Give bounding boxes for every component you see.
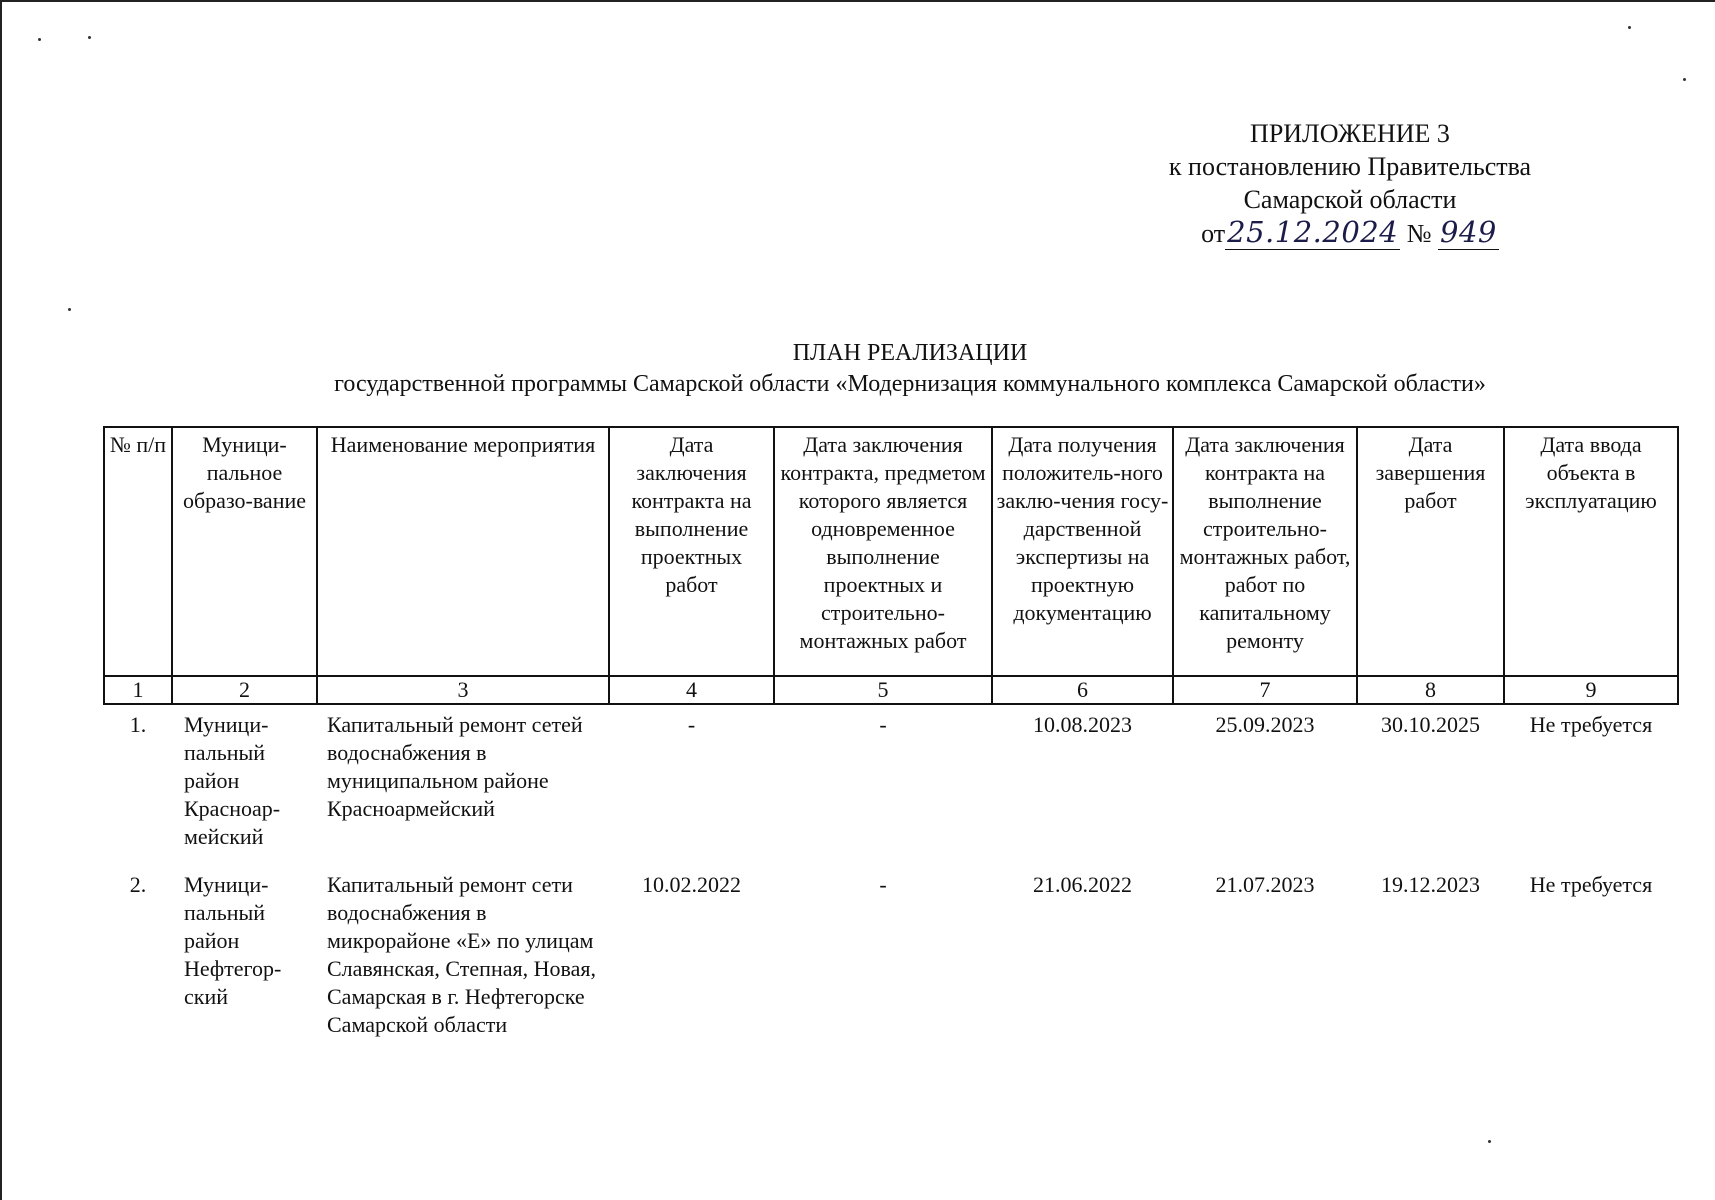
number-label: № [1406,219,1432,248]
row-commissioning-date: Не требуется [1529,872,1653,897]
scan-speck [38,38,41,41]
header-design-contract-date: Дата заключения контракта на выполнение проектных работ [609,427,774,676]
row-construction-contract-date: 25.09.2023 [1215,712,1315,737]
header-number: № п/п [104,427,172,676]
column-number: 6 [992,676,1173,704]
row-design-contract-date: 10.02.2022 [642,872,741,897]
scan-border-top [0,0,1715,2]
row-number: 2. [129,872,147,897]
scan-speck [1683,78,1686,81]
header-expertise-date: Дата получения положитель-ного заклю-чения госу-дарственной экспертизы на проектную документацию [992,427,1173,676]
handwritten-number: 949 [1440,215,1497,249]
column-number: 8 [1357,676,1504,704]
appendix-line-resolution: к постановлению Правительства [1168,152,1532,181]
column-number: 9 [1504,676,1678,704]
plan-table [103,426,1679,1053]
row-municipality: Муници-пальный район Красноар-мейский [184,712,281,849]
appendix-title: ПРИЛОЖЕНИЕ 3 [1250,119,1450,148]
header-combined-contract-date: Дата заключения контракта, предметом которого является одновременное выполнение проектных и строительно-монтажных работ [774,427,992,676]
column-number: 7 [1173,676,1357,704]
appendix-block [1140,117,1560,250]
table-header-row [104,427,1678,676]
row-combined-contract-date: - [879,712,887,737]
row-expertise-date: 21.06.2022 [1033,872,1132,897]
column-number: 4 [609,676,774,704]
scan-speck [1488,1140,1491,1143]
scan-speck [68,308,71,311]
table-row [104,704,1678,865]
column-number: 2 [172,676,317,704]
column-number: 3 [317,676,609,704]
row-construction-contract-date: 21.07.2023 [1215,872,1315,897]
header-commissioning-date: Дата ввода объекта в эксплуатацию [1504,427,1678,676]
column-number: 1 [104,676,172,704]
row-combined-contract-date: - [879,872,887,897]
row-activity-name: Капитальный ремонт сети водоснабжения в микрорайоне «Е» по улицам Славянская, Степная, Новая, Самарская в г. Нефтегорске Самарской области [327,872,596,1037]
row-design-contract-date: - [687,712,696,737]
row-completion-date: 19.12.2023 [1381,872,1480,897]
handwritten-date: 25.12.2024 [1227,215,1399,249]
row-commissioning-date: Не требуется [1529,712,1653,737]
scan-speck [1628,26,1631,29]
appendix-date-number-line [1140,216,1560,250]
from-label: от [1201,219,1226,248]
appendix-line-region: Самарской области [1243,185,1457,214]
row-expertise-date: 10.08.2023 [1033,712,1132,737]
header-municipality: Муници-пальное образо-вание [172,427,317,676]
header-activity-name: Наименование мероприятия [317,427,609,676]
plan-title: ПЛАН РЕАЛИЗАЦИИ [792,340,1028,366]
column-number: 5 [774,676,992,704]
scan-speck [88,36,91,39]
row-municipality: Муници-пальный район Нефтегор-ский [184,872,282,1009]
table-row [104,865,1678,1053]
header-completion-date: Дата завершения работ [1357,427,1504,676]
scan-border-left [0,0,2,1200]
row-number: 1. [129,712,147,737]
row-completion-date: 30.10.2025 [1381,712,1480,737]
column-number-row [104,676,1678,704]
plan-subtitle: государственной программы Самарской области «Модернизация коммунального комплекса Самарской области» [334,371,1486,397]
row-activity-name: Капитальный ремонт сетей водоснабжения в муниципальном районе Красноармейский [327,712,583,821]
header-construction-contract-date: Дата заключения контракта на выполнение строительно-монтажных работ, работ по капитальному ремонту [1173,427,1357,676]
